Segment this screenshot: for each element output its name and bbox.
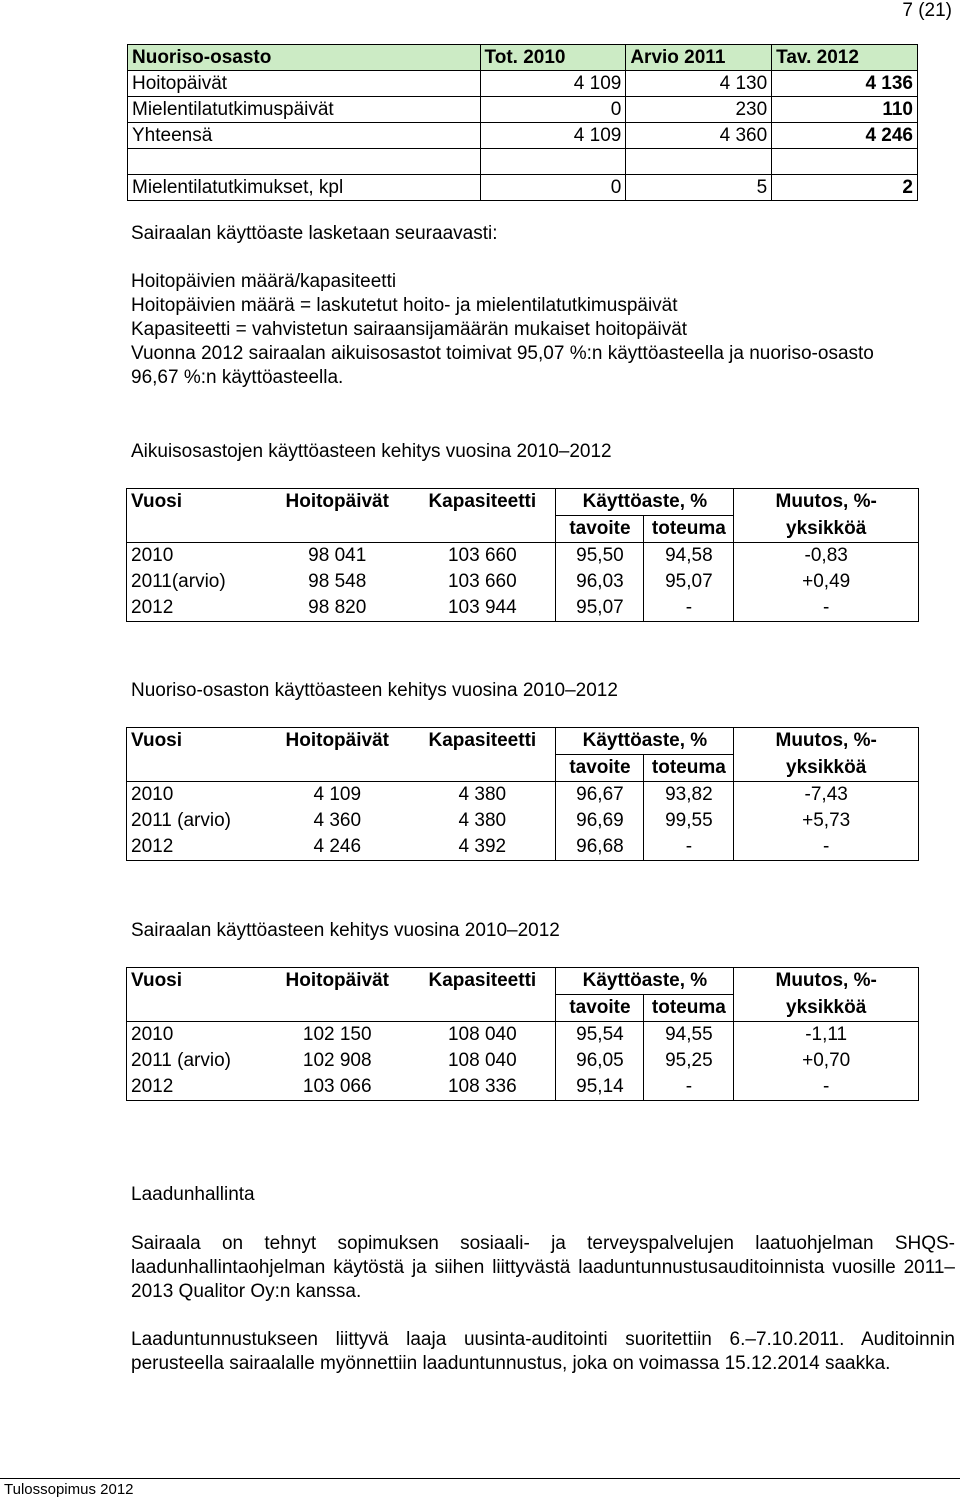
- table-header-row: [127, 968, 919, 995]
- cell: 95,25: [644, 1048, 734, 1074]
- cell: 2011 (arvio): [131, 1050, 231, 1071]
- table-subheader-row: [127, 995, 919, 1022]
- cell: 95,14: [556, 1074, 644, 1101]
- cell: 94,58: [644, 543, 734, 570]
- header-cell: toteuma: [644, 516, 734, 543]
- cell: -0,83: [734, 543, 919, 570]
- cell: 110: [772, 97, 918, 123]
- table-row: [127, 834, 919, 861]
- footer-divider: [0, 1478, 960, 1479]
- cell: 4 380: [458, 810, 507, 831]
- cell: 4 360: [313, 810, 362, 831]
- cell: 108 040: [447, 1024, 517, 1045]
- cell: 4 136: [772, 71, 918, 97]
- cell: -: [644, 595, 734, 622]
- table-row: [127, 808, 919, 834]
- cell: 5: [626, 175, 772, 201]
- header-cell: Käyttöaste, %: [556, 728, 734, 755]
- header-cell: Muutos, %-: [734, 968, 919, 995]
- row-label: Hoitopäivät: [128, 71, 481, 97]
- table-title-nuoriso: Nuoriso-osaston käyttöasteen kehitys vuosina 2010–2012: [131, 680, 618, 701]
- header-cell: Hoitopäivät: [285, 730, 389, 752]
- header-cell: [409, 995, 556, 1022]
- row-label: Mielentilatutkimukset, kpl: [128, 175, 481, 201]
- header-cell: Vuosi: [131, 491, 183, 513]
- cell: 2010: [131, 1024, 174, 1045]
- cell: 230: [626, 97, 772, 123]
- cell: 98 548: [308, 571, 367, 592]
- cell: 96,05: [556, 1048, 644, 1074]
- table-header-row: [128, 45, 918, 71]
- cell: 4 246: [772, 123, 918, 149]
- header-cell: toteuma: [644, 995, 734, 1022]
- cell: +0,49: [734, 569, 919, 595]
- calc-line: Vuonna 2012 sairaalan aikuisosastot toimivat 95,07 %:n käyttöasteella ja nuoriso-osasto: [131, 343, 874, 364]
- cell: 103 066: [302, 1076, 372, 1097]
- sairaala-utilization-table: [126, 967, 919, 1101]
- header-cell: [265, 755, 409, 782]
- table-row: [127, 595, 919, 622]
- cell: 4 392: [458, 836, 507, 857]
- header-cell: Kapasiteetti: [428, 491, 537, 513]
- header-cell: Muutos, %-: [734, 489, 919, 516]
- header-cell: Kapasiteetti: [428, 970, 537, 992]
- cell: 4 360: [626, 123, 772, 149]
- cell: 4 380: [458, 784, 507, 805]
- cell: 2: [772, 175, 918, 201]
- cell: [772, 149, 918, 175]
- cell: -7,43: [734, 782, 919, 809]
- cell: 96,68: [556, 834, 644, 861]
- header-cell: [265, 516, 409, 543]
- header-cell: Kapasiteetti: [428, 730, 537, 752]
- cell: 4 109: [313, 784, 362, 805]
- footer-text: Tulossopimus 2012: [4, 1481, 134, 1498]
- cell: 4 246: [313, 836, 362, 857]
- cell: 98 820: [308, 597, 367, 618]
- header-cell: [127, 516, 266, 543]
- cell: 2011 (arvio): [131, 810, 231, 831]
- nuoriso-summary-table: [127, 44, 918, 201]
- header-cell: Hoitopäivät: [285, 491, 389, 513]
- table-header-row: [127, 489, 919, 516]
- table-row: [127, 569, 919, 595]
- header-cell: [409, 755, 556, 782]
- cell: 103 944: [447, 597, 517, 618]
- row-label: Yhteensä: [128, 123, 481, 149]
- cell: 96,69: [556, 808, 644, 834]
- table-row: [127, 1022, 919, 1049]
- cell: 108 040: [447, 1050, 517, 1071]
- header-cell: tavoite: [556, 995, 644, 1022]
- cell: 102 908: [302, 1050, 372, 1071]
- header-cell: toteuma: [644, 755, 734, 782]
- header-cell: [265, 995, 409, 1022]
- cell: -: [644, 834, 734, 861]
- cell: -: [644, 1074, 734, 1101]
- header-cell: tavoite: [556, 516, 644, 543]
- cell: 2012: [131, 836, 174, 857]
- header-cell: yksikköä: [734, 995, 919, 1022]
- table-row: [128, 123, 918, 149]
- cell: -: [734, 834, 919, 861]
- header-cell: Tot. 2010: [480, 45, 626, 71]
- cell: 102 150: [302, 1024, 372, 1045]
- page-number: 7 (21): [902, 0, 952, 21]
- table-subheader-row: [127, 755, 919, 782]
- calc-line: Kapasiteetti = vahvistetun sairaansijamäärän mukaiset hoitopäivät: [131, 319, 688, 340]
- header-cell: [127, 995, 266, 1022]
- header-cell: yksikköä: [734, 755, 919, 782]
- cell: 103 660: [447, 571, 517, 592]
- header-cell: tavoite: [556, 755, 644, 782]
- table-title-aikuis: Aikuisosastojen käyttöasteen kehitys vuosina 2010–2012: [131, 441, 612, 462]
- cell: 4 130: [626, 71, 772, 97]
- calc-line: Hoitopäivien määrä = laskutetut hoito- ja mielentilatutkimuspäivät: [131, 295, 678, 316]
- cell: 103 660: [447, 545, 517, 566]
- nuoriso-utilization-table: [126, 727, 919, 861]
- paragraph-qualitor: Sairaala on tehnyt sopimuksen sosiaali- ja terveyspalvelujen laatuohjelman SHQS-laadunhallintaohjelman käytöstä ja siihen liittyvästä laaduntunnustusauditoinnista vuosille 2011–2013 Qualitor Oy:n kanssa.: [131, 1233, 955, 1302]
- header-cell: Arvio 2011: [626, 45, 772, 71]
- table-row: [127, 1048, 919, 1074]
- header-cell: [127, 755, 266, 782]
- row-label: Mielentilatutkimuspäivät: [128, 97, 481, 123]
- cell: 108 336: [447, 1076, 517, 1097]
- cell: 94,55: [644, 1022, 734, 1049]
- table-row: [128, 71, 918, 97]
- header-cell: Tav. 2012: [772, 45, 918, 71]
- header-cell: [409, 516, 556, 543]
- cell: 95,07: [556, 595, 644, 622]
- cell: -: [734, 1074, 919, 1101]
- header-cell: Vuosi: [131, 730, 183, 752]
- header-cell: Hoitopäivät: [285, 970, 389, 992]
- cell: 95,54: [556, 1022, 644, 1049]
- paragraph-auditointi: Laaduntunnustukseen liittyvä laaja uusinta-auditointi suoritettiin 6.–7.10.2011. Auditoinnin perusteella sairaalalle myönnettiin laaduntunnustus, joka on voimassa 15.12.2014 saakka.: [131, 1329, 955, 1374]
- calc-line: Hoitopäivien määrä/kapasiteetti: [131, 271, 397, 292]
- cell: 2012: [131, 1076, 174, 1097]
- cell: 2012: [131, 597, 174, 618]
- cell: -1,11: [734, 1022, 919, 1049]
- header-cell: Nuoriso-osasto: [128, 45, 481, 71]
- table-header-row: [127, 728, 919, 755]
- table-row-empty: [128, 149, 918, 175]
- table-title-sairaala: Sairaalan käyttöasteen kehitys vuosina 2010–2012: [131, 920, 560, 941]
- table-row: [128, 175, 918, 201]
- cell: 96,67: [556, 782, 644, 809]
- cell: 96,03: [556, 569, 644, 595]
- cell: 0: [480, 97, 626, 123]
- cell: 2010: [131, 784, 174, 805]
- cell: -: [734, 595, 919, 622]
- header-cell: Käyttöaste, %: [556, 489, 734, 516]
- table-row: [128, 97, 918, 123]
- table-subheader-row: [127, 516, 919, 543]
- cell: 0: [480, 175, 626, 201]
- cell: 4 109: [480, 71, 626, 97]
- cell: [480, 149, 626, 175]
- cell: 99,55: [644, 808, 734, 834]
- header-cell: Käyttöaste, %: [556, 968, 734, 995]
- cell: 95,50: [556, 543, 644, 570]
- cell: 4 109: [480, 123, 626, 149]
- cell: [128, 149, 481, 175]
- calc-line: 96,67 %:n käyttöasteella.: [131, 367, 344, 388]
- table-row: [127, 543, 919, 570]
- header-cell: yksikköä: [734, 516, 919, 543]
- section-heading-laadunhallinta: Laadunhallinta: [131, 1184, 255, 1205]
- cell: 95,07: [644, 569, 734, 595]
- cell: 2010: [131, 545, 174, 566]
- table-row: [127, 782, 919, 809]
- cell: 2011(arvio): [131, 571, 226, 592]
- calc-explanation: [131, 270, 955, 390]
- cell: +5,73: [734, 808, 919, 834]
- table-row: [127, 1074, 919, 1101]
- calc-intro: Sairaalan käyttöaste lasketaan seuraavasti:: [131, 223, 498, 244]
- cell: 98 041: [308, 545, 367, 566]
- cell: +0,70: [734, 1048, 919, 1074]
- header-cell: Vuosi: [131, 970, 183, 992]
- aikuis-utilization-table: [126, 488, 919, 622]
- header-cell: Muutos, %-: [734, 728, 919, 755]
- cell: 93,82: [644, 782, 734, 809]
- cell: [626, 149, 772, 175]
